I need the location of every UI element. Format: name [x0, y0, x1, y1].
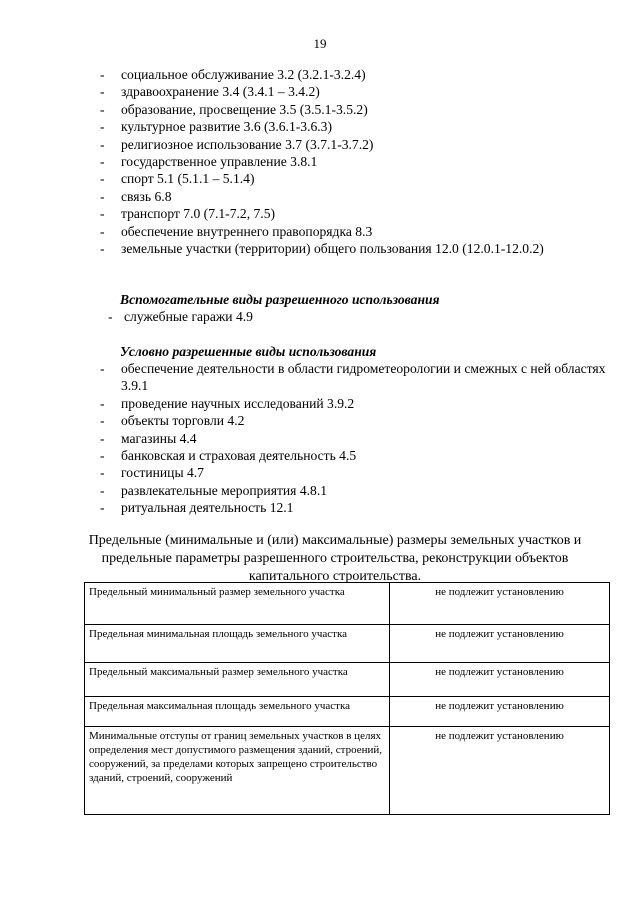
- list-item: - развлекательные мероприятия 4.8.1: [100, 482, 328, 498]
- value-cell: не подлежит установлению: [390, 583, 610, 625]
- limits-table: [84, 582, 610, 815]
- list-item: - спорт 5.1 (5.1.1 – 5.1.4): [100, 171, 255, 187]
- table-row: [85, 727, 610, 815]
- param-cell: Минимальные отступы от границ земельных участков в целях определения мест допустимого размещения зданий, строений, сооружений, за пределами которых запрещено строительство зданий, строений, сооружений: [85, 727, 390, 815]
- list-item: - образование, просвещение 3.5 (3.5.1-3.5.2): [100, 101, 368, 117]
- main-uses-list: [98, 66, 608, 257]
- value-cell: не подлежит установлению: [390, 625, 610, 663]
- table-row: [85, 697, 610, 727]
- value-cell: не подлежит установлению: [390, 697, 610, 727]
- conditional-uses-heading: Условно разрешенные виды использования: [120, 344, 377, 359]
- list-item: - здравоохранение 3.4 (3.4.1 – 3.4.2): [100, 84, 320, 100]
- table-row: [85, 583, 610, 625]
- page-number: 19: [313, 36, 327, 51]
- auxiliary-uses-list: [106, 308, 586, 325]
- list-item: - религиозное использование 3.7 (3.7.1-3.7.2): [100, 136, 374, 152]
- list-item: - магазины 4.4: [100, 430, 197, 446]
- list-item: - объекты торговли 4.2: [100, 413, 245, 429]
- list-item: - связь 6.8: [100, 188, 172, 204]
- param-cell: Предельный минимальный размер земельного участка: [85, 583, 390, 625]
- list-item: - обеспечение внутреннего правопорядка 8.3: [100, 223, 373, 239]
- list-item: - гостиницы 4.7: [100, 465, 204, 481]
- table-row: [85, 663, 610, 697]
- list-item: - социальное обслуживание 3.2 (3.2.1-3.2.4): [100, 67, 366, 82]
- auxiliary-uses-heading: Вспомогательные виды разрешенного использования: [120, 292, 440, 307]
- conditional-uses-list: [98, 360, 608, 517]
- list-item: - культурное развитие 3.6 (3.6.1-3.6.3): [100, 119, 332, 135]
- list-item: - служебные гаражи 4.9: [108, 309, 253, 324]
- list-item: - транспорт 7.0 (7.1-7.2, 7.5): [100, 206, 276, 222]
- param-cell: Предельная максимальная площадь земельного участка: [85, 697, 390, 727]
- value-cell: не подлежит установлению: [390, 727, 610, 815]
- list-item: - банковская и страховая деятельность 4.5: [100, 448, 357, 464]
- list-item: - проведение научных исследований 3.9.2: [100, 395, 355, 411]
- table-row: [85, 625, 610, 663]
- list-item: - государственное управление 3.8.1: [100, 154, 318, 170]
- list-item: - обеспечение деятельности в области гидрометеорологии и смежных с ней областях 3.9.1: [100, 361, 606, 394]
- param-cell: Предельный максимальный размер земельного участка: [85, 663, 390, 697]
- limits-title: Предельные (минимальные и (или) максимальные) размеры земельных участков и предельные параметры разрешенного строительства, реконструкции объектов капитального строительства.: [88, 533, 582, 584]
- list-item: - земельные участки (территории) общего пользования 12.0 (12.0.1-12.0.2): [100, 241, 544, 257]
- param-cell: Предельная минимальная площадь земельного участка: [85, 625, 390, 663]
- value-cell: не подлежит установлению: [390, 663, 610, 697]
- list-item: - ритуальная деятельность 12.1: [100, 500, 294, 516]
